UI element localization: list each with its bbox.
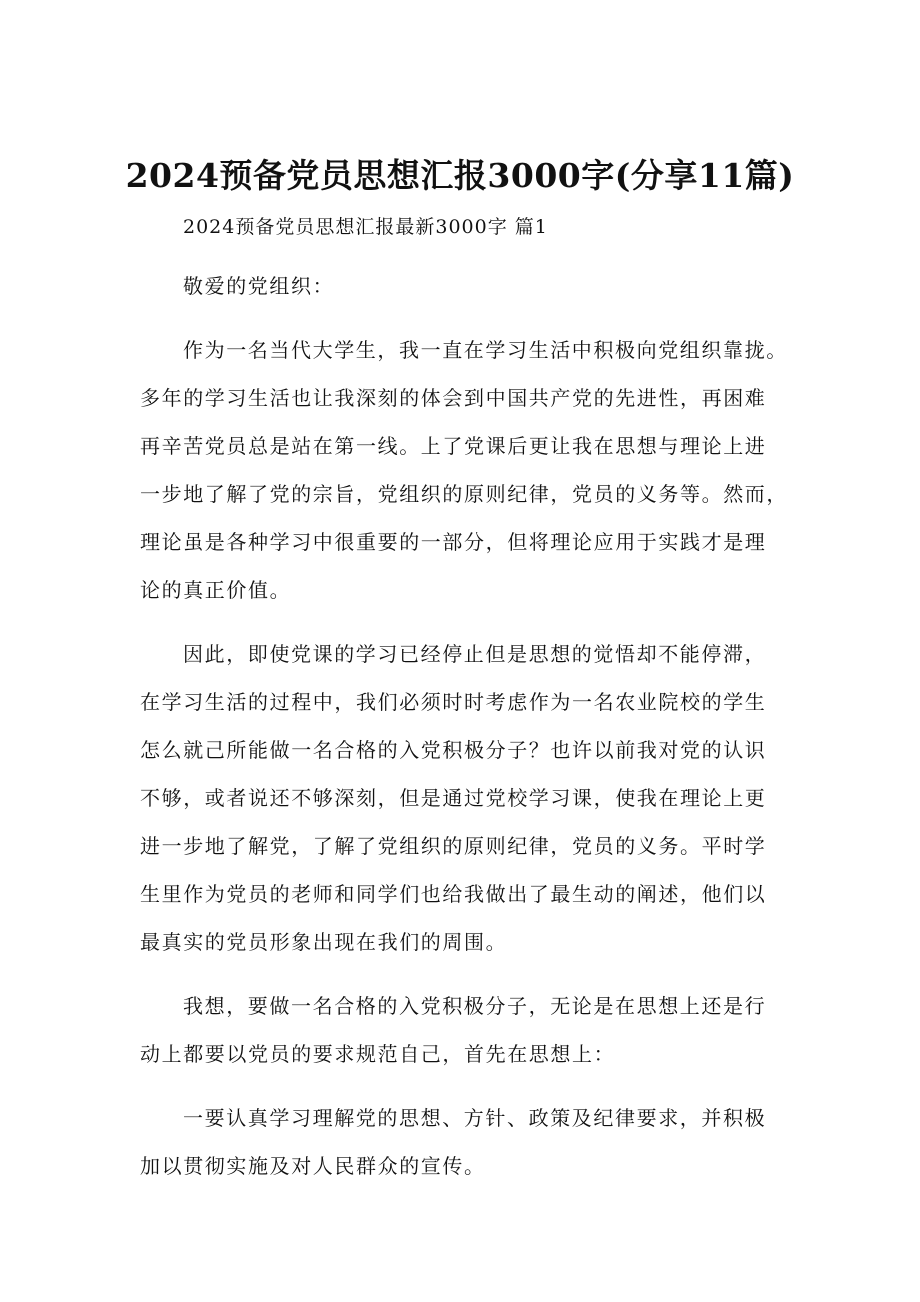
paragraph-line: 多年的学习生活也让我深刻的体会到中国共产党的先进性，再困难 bbox=[140, 386, 767, 410]
paragraph-line: 作为一名当代大学生，我一直在学习生活中积极向党组织靠拢。 bbox=[183, 338, 788, 362]
paragraph-line: 进一步地了解党，了解了党组织的原则纪律，党员的义务。平时学 bbox=[140, 834, 767, 858]
paragraph-line: 论的真正价值。 bbox=[140, 578, 292, 602]
paragraph-line: 再辛苦党员总是站在第一线。上了党课后更让我在思想与理论上进 bbox=[140, 434, 767, 458]
paragraph-line: 生里作为党员的老师和同学们也给我做出了最生动的阐述，他们以 bbox=[140, 882, 767, 906]
salutation: 敬爱的党组织： bbox=[183, 274, 335, 298]
paragraph-line: 一要认真学习理解党的思想、方针、政策及纪律要求，并积极 bbox=[183, 1106, 767, 1130]
section-heading: 2024预备党员思想汇报最新3000字 篇1 bbox=[183, 216, 548, 238]
paragraph-line: 一步地了解了党的宗旨，党组织的原则纪律，党员的义务等。然而， bbox=[140, 482, 788, 506]
paragraph-line: 在学习生活的过程中，我们必须时时考虑作为一名农业院校的学生 bbox=[140, 690, 767, 714]
paragraph-line: 因此，即使党课的学习已经停止但是思想的觉悟却不能停滞， bbox=[183, 642, 767, 666]
paragraph-line: 不够，或者说还不够深刻，但是通过党校学习课，使我在理论上更 bbox=[140, 786, 767, 810]
paragraph-line: 理论虽是各种学习中很重要的一部分，但将理论应用于实践才是理 bbox=[140, 530, 767, 554]
paragraph-line: 怎么就己所能做一名合格的入党积极分子？也许以前我对党的认识 bbox=[140, 738, 767, 762]
paragraph-line: 我想，要做一名合格的入党积极分子，无论是在思想上还是行 bbox=[183, 994, 767, 1018]
paragraph-line: 加以贯彻实施及对人民群众的宣传。 bbox=[140, 1154, 486, 1178]
paragraph-line: 动上都要以党员的要求规范自己，首先在思想上： bbox=[140, 1042, 616, 1066]
document-title: 2024预备党员思想汇报3000字(分享11篇) bbox=[125, 156, 795, 195]
paragraph-line: 最真实的党员形象出现在我们的周围。 bbox=[140, 930, 508, 954]
